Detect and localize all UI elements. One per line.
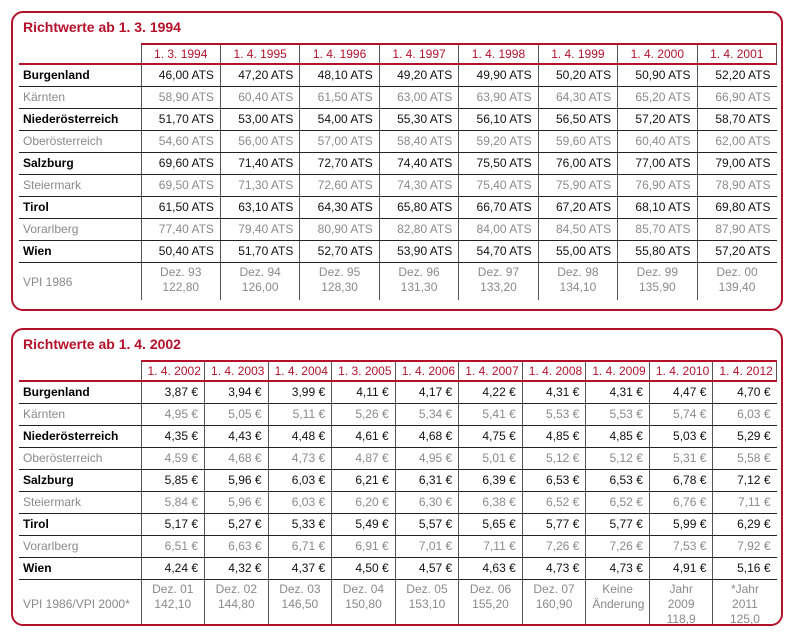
table-cell-value: 5,34 €	[395, 403, 459, 425]
table-cell-value: 52,20 ATS	[697, 64, 776, 86]
vpi-cell-line-2: 118,9	[666, 611, 696, 626]
table-cell-value: 5,05 €	[205, 403, 269, 425]
table-cell-value: 49,90 ATS	[459, 64, 538, 86]
table-cell-value: 5,96 €	[205, 469, 269, 491]
vpi-cell-line-2: 125,0	[729, 611, 760, 626]
row-label-bundesland: Steiermark	[19, 491, 141, 513]
table-cell-value: 5,03 €	[649, 425, 713, 447]
column-header-date: 1. 4. 2001	[697, 44, 776, 64]
column-header-date: 1. 4. 1999	[538, 44, 617, 64]
column-header-date: 1. 4. 2002	[141, 361, 205, 381]
table-cell-value: 58,40 ATS	[379, 130, 458, 152]
richtwerte-1994-table	[19, 43, 777, 300]
table-cell-value: 5,29 €	[713, 425, 777, 447]
vpi-cell-line-2: 150,80	[345, 596, 382, 611]
table-cell-value: 4,75 €	[459, 425, 523, 447]
table-cell-value: 62,00 ATS	[697, 130, 776, 152]
table-cell-value: 53,90 ATS	[379, 240, 458, 262]
vpi-cell	[459, 262, 538, 300]
table-cell-value: 5,57 €	[395, 513, 459, 535]
vpi-row	[19, 262, 777, 300]
vpi-cell-line-2: 135,90	[638, 279, 676, 294]
table-cell-value: 59,20 ATS	[459, 130, 538, 152]
table-cell-value: 4,47 €	[649, 381, 713, 403]
table-cell-value: 52,70 ATS	[300, 240, 379, 262]
table-row	[19, 491, 777, 513]
row-label-bundesland: Oberösterreich	[19, 130, 141, 152]
vpi-cell-line-1: *Jahr 2011	[730, 581, 759, 611]
table-cell-value: 74,30 ATS	[379, 174, 458, 196]
table-cell-value: 6,53 €	[522, 469, 586, 491]
table-cell-value: 4,85 €	[586, 425, 650, 447]
table-cell-value: 4,57 €	[395, 557, 459, 579]
richtwerte-1994-panel	[11, 11, 783, 311]
vpi-cell-line-2: 128,30	[321, 279, 358, 294]
table-cell-value: 64,30 ATS	[300, 196, 379, 218]
table-cell-value: 6,21 €	[332, 469, 396, 491]
table-cell-value: 7,26 €	[586, 535, 650, 557]
table-cell-value: 50,90 ATS	[618, 64, 697, 86]
table-cell-value: 69,50 ATS	[141, 174, 220, 196]
row-label-bundesland: Salzburg	[19, 152, 141, 174]
vpi-cell	[379, 262, 458, 300]
table-cell-value: 4,68 €	[395, 425, 459, 447]
vpi-cell-line-2: 153,10	[408, 596, 446, 611]
table-cell-value: 5,31 €	[649, 447, 713, 469]
table-cell-value: 61,50 ATS	[300, 86, 379, 108]
row-label-bundesland: Niederösterreich	[19, 425, 141, 447]
table-cell-value: 4,87 €	[332, 447, 396, 469]
table-cell-value: 53,00 ATS	[220, 108, 299, 130]
vpi-cell-line-2: 144,80	[217, 596, 255, 611]
table-cell-value: 6,76 €	[649, 491, 713, 513]
table-cell-value: 72,70 ATS	[300, 152, 379, 174]
table-cell-value: 5,33 €	[268, 513, 332, 535]
table-cell-value: 57,00 ATS	[300, 130, 379, 152]
column-header-date: 1. 4. 1998	[459, 44, 538, 64]
table-row	[19, 425, 777, 447]
table-cell-value: 55,00 ATS	[538, 240, 617, 262]
vpi-cell-line-2: 122,80	[162, 279, 200, 294]
table-cell-value: 4,73 €	[268, 447, 332, 469]
table-cell-value: 75,50 ATS	[459, 152, 538, 174]
table-cell-value: 5,12 €	[586, 447, 650, 469]
table-cell-value: 80,90 ATS	[300, 218, 379, 240]
column-header-date: 1. 4. 2009	[586, 361, 650, 381]
vpi-cell	[713, 579, 777, 626]
table-cell-value: 5,85 €	[141, 469, 205, 491]
table-cell-value: 7,11 €	[459, 535, 523, 557]
table-cell-value: 4,17 €	[395, 381, 459, 403]
table2-title: Richtwerte ab 1. 4. 2002	[23, 336, 181, 352]
table-cell-value: 6,53 €	[586, 469, 650, 491]
table-cell-value: 6,20 €	[332, 491, 396, 513]
vpi-cell-line-1: Dez. 06	[469, 581, 512, 596]
column-header-date: 1. 4. 1995	[220, 44, 299, 64]
table-cell-value: 7,26 €	[522, 535, 586, 557]
table-cell-value: 65,80 ATS	[379, 196, 458, 218]
table-cell-value: 66,70 ATS	[459, 196, 538, 218]
vpi-cell-line-1: Dez. 97	[477, 264, 520, 279]
table-cell-value: 4,24 €	[141, 557, 205, 579]
vpi-cell	[586, 579, 650, 626]
table-cell-value: 4,32 €	[205, 557, 269, 579]
table-row	[19, 86, 777, 108]
table-row	[19, 152, 777, 174]
table-cell-value: 76,90 ATS	[618, 174, 697, 196]
vpi-cell-line-2: 139,40	[718, 279, 756, 294]
row-label-bundesland: Vorarlberg	[19, 535, 141, 557]
table-cell-value: 6,31 €	[395, 469, 459, 491]
table-cell-value: 6,78 €	[649, 469, 713, 491]
table-cell-value: 84,00 ATS	[459, 218, 538, 240]
table-cell-value: 4,70 €	[713, 381, 777, 403]
vpi-cell-line-1: Dez. 00	[716, 264, 758, 279]
table-cell-value: 5,26 €	[332, 403, 396, 425]
table-cell-value: 6,52 €	[586, 491, 650, 513]
vpi-cell-line-1: Dez. 05	[406, 581, 448, 596]
vpi-cell-line-2: 146,50	[281, 596, 319, 611]
vpi-cell	[697, 262, 776, 300]
table-cell-value: 4,35 €	[141, 425, 205, 447]
column-header-date: 1. 3. 1994	[141, 44, 220, 64]
vpi-cell	[205, 579, 269, 626]
vpi-cell-line-2: 142,10	[154, 596, 192, 611]
vpi-cell-line-2: Änderung	[592, 596, 645, 611]
column-header-date: 1. 4. 1996	[300, 44, 379, 64]
table-cell-value: 5,74 €	[649, 403, 713, 425]
table-cell-value: 56,10 ATS	[459, 108, 538, 130]
row-label-bundesland: Oberösterreich	[19, 447, 141, 469]
vpi-cell	[395, 579, 459, 626]
vpi-row	[19, 579, 777, 626]
table-row	[19, 130, 777, 152]
table-cell-value: 4,11 €	[332, 381, 396, 403]
table-cell-value: 60,40 ATS	[220, 86, 299, 108]
table-cell-value: 57,20 ATS	[697, 240, 776, 262]
column-header-date: 1. 4. 2010	[649, 361, 713, 381]
table-cell-value: 7,01 €	[395, 535, 459, 557]
table-cell-value: 6,03 €	[268, 491, 332, 513]
table-row	[19, 240, 777, 262]
vpi-cell	[141, 262, 220, 300]
table-cell-value: 54,70 ATS	[459, 240, 538, 262]
table-cell-value: 84,50 ATS	[538, 218, 617, 240]
table-cell-value: 6,71 €	[268, 535, 332, 557]
richtwerte-2002-table	[19, 360, 777, 626]
vpi-cell-line-2: 131,30	[400, 279, 438, 294]
column-header-date: 1. 3. 2005	[332, 361, 396, 381]
table-cell-value: 5,58 €	[713, 447, 777, 469]
table-row	[19, 513, 777, 535]
vpi-cell	[141, 579, 205, 626]
table-row	[19, 174, 777, 196]
table-cell-value: 49,20 ATS	[379, 64, 458, 86]
table-cell-value: 82,80 ATS	[379, 218, 458, 240]
vpi-cell	[538, 262, 617, 300]
table-cell-value: 5,53 €	[586, 403, 650, 425]
table-cell-value: 57,20 ATS	[618, 108, 697, 130]
table-row	[19, 196, 777, 218]
table-cell-value: 64,30 ATS	[538, 86, 617, 108]
vpi-cell-line-2: 126,00	[241, 279, 279, 294]
table-cell-value: 55,30 ATS	[379, 108, 458, 130]
table-cell-value: 66,90 ATS	[697, 86, 776, 108]
row-label-vpi: VPI 1986	[23, 274, 73, 289]
table-cell-value: 63,10 ATS	[220, 196, 299, 218]
table-cell-value: 4,63 €	[459, 557, 523, 579]
table-cell-value: 4,31 €	[586, 381, 650, 403]
table-cell-value: 58,90 ATS	[141, 86, 220, 108]
table-cell-value: 4,95 €	[395, 447, 459, 469]
vpi-cell-line-1: Dez. 93	[160, 264, 202, 279]
table-cell-value: 72,60 ATS	[300, 174, 379, 196]
table-cell-value: 5,53 €	[522, 403, 586, 425]
table-cell-value: 46,00 ATS	[141, 64, 220, 86]
table-cell-value: 79,40 ATS	[220, 218, 299, 240]
vpi-cell-line-2: 160,90	[535, 596, 573, 611]
table-cell-value: 77,00 ATS	[618, 152, 697, 174]
column-header-date: 1. 4. 2004	[268, 361, 332, 381]
column-header-date: 1. 4. 2003	[205, 361, 269, 381]
vpi-cell-line-1: Dez. 03	[279, 581, 321, 596]
table2-header-row	[19, 361, 777, 381]
table-cell-value: 54,00 ATS	[300, 108, 379, 130]
vpi-cell	[522, 579, 586, 626]
table-cell-value: 4,73 €	[522, 557, 586, 579]
table-cell-value: 63,90 ATS	[459, 86, 538, 108]
row-label-bundesland: Wien	[19, 557, 141, 579]
table-cell-value: 5,41 €	[459, 403, 523, 425]
table-cell-value: 50,40 ATS	[141, 240, 220, 262]
table-cell-value: 5,12 €	[522, 447, 586, 469]
table1-title: Richtwerte ab 1. 3. 1994	[23, 19, 181, 35]
column-header-date: 1. 4. 2007	[459, 361, 523, 381]
table-cell-value: 56,00 ATS	[220, 130, 299, 152]
table-cell-value: 50,20 ATS	[538, 64, 617, 86]
vpi-cell	[300, 262, 379, 300]
table-cell-value: 5,17 €	[141, 513, 205, 535]
table-cell-value: 6,30 €	[395, 491, 459, 513]
vpi-cell	[649, 579, 713, 626]
table-cell-value: 4,22 €	[459, 381, 523, 403]
row-label-bundesland: Vorarlberg	[19, 218, 141, 240]
vpi-cell	[459, 579, 523, 626]
table-cell-value: 51,70 ATS	[220, 240, 299, 262]
table-cell-value: 5,96 €	[205, 491, 269, 513]
vpi-cell-line-1: Keine	[602, 581, 633, 596]
column-header-date: 1. 4. 2012	[713, 361, 777, 381]
table-cell-value: 68,10 ATS	[618, 196, 697, 218]
table-cell-value: 5,77 €	[586, 513, 650, 535]
row-label-bundesland: Niederösterreich	[19, 108, 141, 130]
table-row	[19, 108, 777, 130]
table-cell-value: 67,20 ATS	[538, 196, 617, 218]
table-cell-value: 77,40 ATS	[141, 218, 220, 240]
vpi-cell	[618, 262, 697, 300]
table-cell-value: 3,87 €	[141, 381, 205, 403]
table-cell-value: 6,63 €	[205, 535, 269, 557]
table-cell-value: 79,00 ATS	[697, 152, 776, 174]
table-cell-value: 71,30 ATS	[220, 174, 299, 196]
row-label-bundesland: Salzburg	[19, 469, 141, 491]
table-cell-value: 69,60 ATS	[141, 152, 220, 174]
table-cell-value: 7,92 €	[713, 535, 777, 557]
table-cell-value: 55,80 ATS	[618, 240, 697, 262]
table-cell-value: 75,40 ATS	[459, 174, 538, 196]
table-cell-value: 6,38 €	[459, 491, 523, 513]
table-cell-value: 5,65 €	[459, 513, 523, 535]
table-cell-value: 71,40 ATS	[220, 152, 299, 174]
table-row	[19, 381, 777, 403]
vpi-cell-line-1: Dez. 98	[557, 264, 599, 279]
table-cell-value: 4,91 €	[649, 557, 713, 579]
table1-header-row	[19, 44, 777, 64]
table-cell-value: 47,20 ATS	[220, 64, 299, 86]
row-label-bundesland: Burgenland	[19, 64, 141, 86]
table-cell-value: 65,20 ATS	[618, 86, 697, 108]
table-row	[19, 64, 777, 86]
row-label-bundesland: Tirol	[19, 196, 141, 218]
table-cell-value: 5,16 €	[713, 557, 777, 579]
table-cell-value: 4,68 €	[205, 447, 269, 469]
table-row	[19, 447, 777, 469]
table-cell-value: 6,51 €	[141, 535, 205, 557]
table-cell-value: 69,80 ATS	[697, 196, 776, 218]
table-cell-value: 60,40 ATS	[618, 130, 697, 152]
table-cell-value: 4,37 €	[268, 557, 332, 579]
row-label-bundesland: Kärnten	[19, 403, 141, 425]
table-cell-value: 6,03 €	[713, 403, 777, 425]
vpi-cell-line-2: 133,20	[480, 279, 517, 294]
column-header-date: 1. 4. 2008	[522, 361, 586, 381]
richtwerte-2002-panel	[11, 328, 783, 626]
vpi-cell-line-1: Dez. 04	[342, 581, 385, 596]
table-cell-value: 4,85 €	[522, 425, 586, 447]
table-cell-value: 4,31 €	[522, 381, 586, 403]
vpi-cell	[268, 579, 332, 626]
table-cell-value: 78,90 ATS	[697, 174, 776, 196]
vpi-cell	[220, 262, 299, 300]
table-cell-value: 4,48 €	[268, 425, 332, 447]
table-cell-value: 6,39 €	[459, 469, 523, 491]
table-cell-value: 4,73 €	[586, 557, 650, 579]
vpi-cell-line-1: Dez. 99	[636, 264, 679, 279]
table-row	[19, 557, 777, 579]
table-cell-value: 85,70 ATS	[618, 218, 697, 240]
vpi-cell-line-1: Dez. 96	[398, 264, 440, 279]
vpi-cell	[332, 579, 396, 626]
table-cell-value: 58,70 ATS	[697, 108, 776, 130]
row-label-bundesland: Wien	[19, 240, 141, 262]
header-corner	[19, 44, 141, 64]
table-cell-value: 61,50 ATS	[141, 196, 220, 218]
vpi-cell-line-2: 134,10	[559, 279, 597, 294]
table-cell-value: 5,49 €	[332, 513, 396, 535]
table-cell-value: 5,27 €	[205, 513, 269, 535]
table-cell-value: 5,11 €	[268, 403, 332, 425]
table-cell-value: 6,03 €	[268, 469, 332, 491]
table-cell-value: 4,43 €	[205, 425, 269, 447]
column-header-date: 1. 4. 2000	[618, 44, 697, 64]
table-cell-value: 6,29 €	[713, 513, 777, 535]
vpi-cell-line-1: Dez. 94	[239, 264, 281, 279]
table-cell-value: 7,53 €	[649, 535, 713, 557]
table-row	[19, 403, 777, 425]
row-label-bundesland: Tirol	[19, 513, 141, 535]
table-cell-value: 7,11 €	[713, 491, 777, 513]
vpi-cell-line-1: Dez. 07	[533, 581, 575, 596]
table-cell-value: 59,60 ATS	[538, 130, 617, 152]
table-cell-value: 75,90 ATS	[538, 174, 617, 196]
table-cell-value: 4,95 €	[141, 403, 205, 425]
column-header-date: 1. 4. 2006	[395, 361, 459, 381]
row-label-bundesland: Burgenland	[19, 381, 141, 403]
table-cell-value: 3,94 €	[205, 381, 269, 403]
table-cell-value: 5,77 €	[522, 513, 586, 535]
table-cell-value: 5,84 €	[141, 491, 205, 513]
table-cell-value: 7,12 €	[713, 469, 777, 491]
table-cell-value: 6,91 €	[332, 535, 396, 557]
table-cell-value: 4,59 €	[141, 447, 205, 469]
table-row	[19, 218, 777, 240]
row-label-bundesland: Kärnten	[19, 86, 141, 108]
table-cell-value: 5,01 €	[459, 447, 523, 469]
row-label-bundesland: Steiermark	[19, 174, 141, 196]
table-cell-value: 6,52 €	[522, 491, 586, 513]
table-cell-value: 4,50 €	[332, 557, 396, 579]
table-cell-value: 87,90 ATS	[697, 218, 776, 240]
table-cell-value: 48,10 ATS	[300, 64, 379, 86]
vpi-cell-line-1: Dez. 01	[152, 581, 194, 596]
table-cell-value: 76,00 ATS	[538, 152, 617, 174]
vpi-cell-line-1: Jahr 2009	[667, 581, 695, 611]
table-cell-value: 3,99 €	[268, 381, 332, 403]
table-cell-value: 54,60 ATS	[141, 130, 220, 152]
vpi-cell-line-2: 155,20	[472, 596, 509, 611]
table-row	[19, 535, 777, 557]
vpi-cell-line-1: Dez. 02	[215, 581, 257, 596]
table-cell-value: 51,70 ATS	[141, 108, 220, 130]
vpi-cell-line-1: Dez. 95	[318, 264, 361, 279]
table-cell-value: 63,00 ATS	[379, 86, 458, 108]
table-row	[19, 469, 777, 491]
row-label-vpi: VPI 1986/VPI 2000*	[23, 596, 130, 611]
header-corner	[19, 361, 141, 381]
table-cell-value: 4,61 €	[332, 425, 396, 447]
column-header-date: 1. 4. 1997	[379, 44, 458, 64]
table-cell-value: 56,50 ATS	[538, 108, 617, 130]
table-cell-value: 74,40 ATS	[379, 152, 458, 174]
table-cell-value: 5,99 €	[649, 513, 713, 535]
